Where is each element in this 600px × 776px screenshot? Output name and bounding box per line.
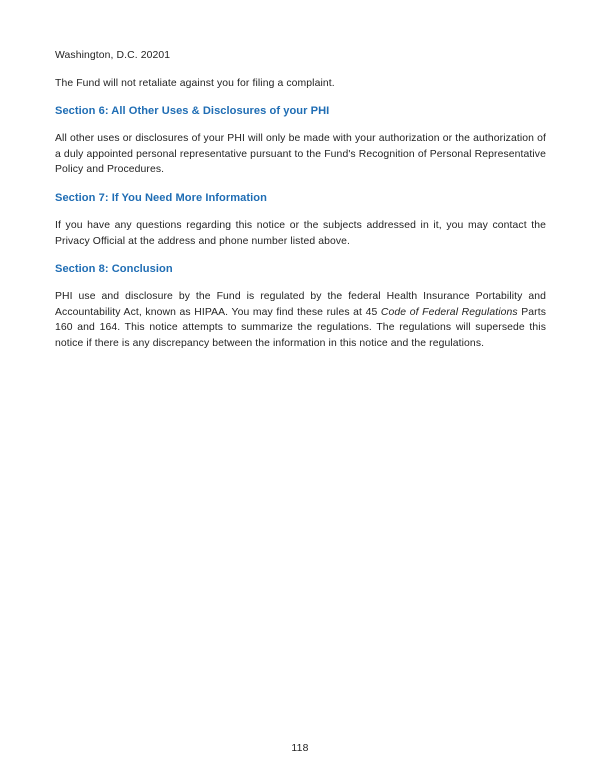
section-6-heading: Section 6: All Other Uses & Disclosures of your PHI (55, 105, 330, 118)
section-8-heading: Section 8: Conclusion (55, 263, 173, 276)
page-number: 118 (291, 743, 309, 754)
address-line: Washington, D.C. 20201 (55, 50, 171, 61)
spacer (55, 249, 546, 262)
spacer (55, 277, 546, 289)
spacer (55, 206, 546, 218)
section-7-body: If you have any questions regarding this notice or the subjects addressed in it, you may contact the Privacy Official at the address and phone number listed above. (55, 219, 546, 247)
spacer (55, 64, 546, 76)
spacer (55, 91, 546, 104)
page-footer (0, 738, 600, 756)
section-6-body: All other uses or disclosures of your PHI will only be made with your authorization or the authorization of a duly appointed personal representative pursuant to the Fund's Recognition of Personal Representative Policy and Procedures. (55, 133, 546, 176)
section-8-body (55, 289, 546, 351)
section-7-heading: Section 7: If You Need More Information (55, 191, 267, 204)
retaliation-note: The Fund will not retaliate against you for filing a complaint. (55, 77, 335, 89)
spacer (55, 119, 546, 131)
page-content (55, 48, 546, 352)
section-8-body-part-1: PHI use and disclosure by the Fund is regulated by the federal Health Insurance Portability and Accountability Act, known as HIPAA. You may find these rules at 45 (55, 291, 546, 318)
federal-regulations-citation: Code of Federal Regulations (380, 306, 518, 318)
section-8-body-part-2: Parts 160 and 164. This notice attempts to summarize the regulations. The regulations will supersede this notice if there is any discrepancy between the information in this notice and the regulations. (55, 306, 546, 349)
spacer (55, 178, 546, 191)
